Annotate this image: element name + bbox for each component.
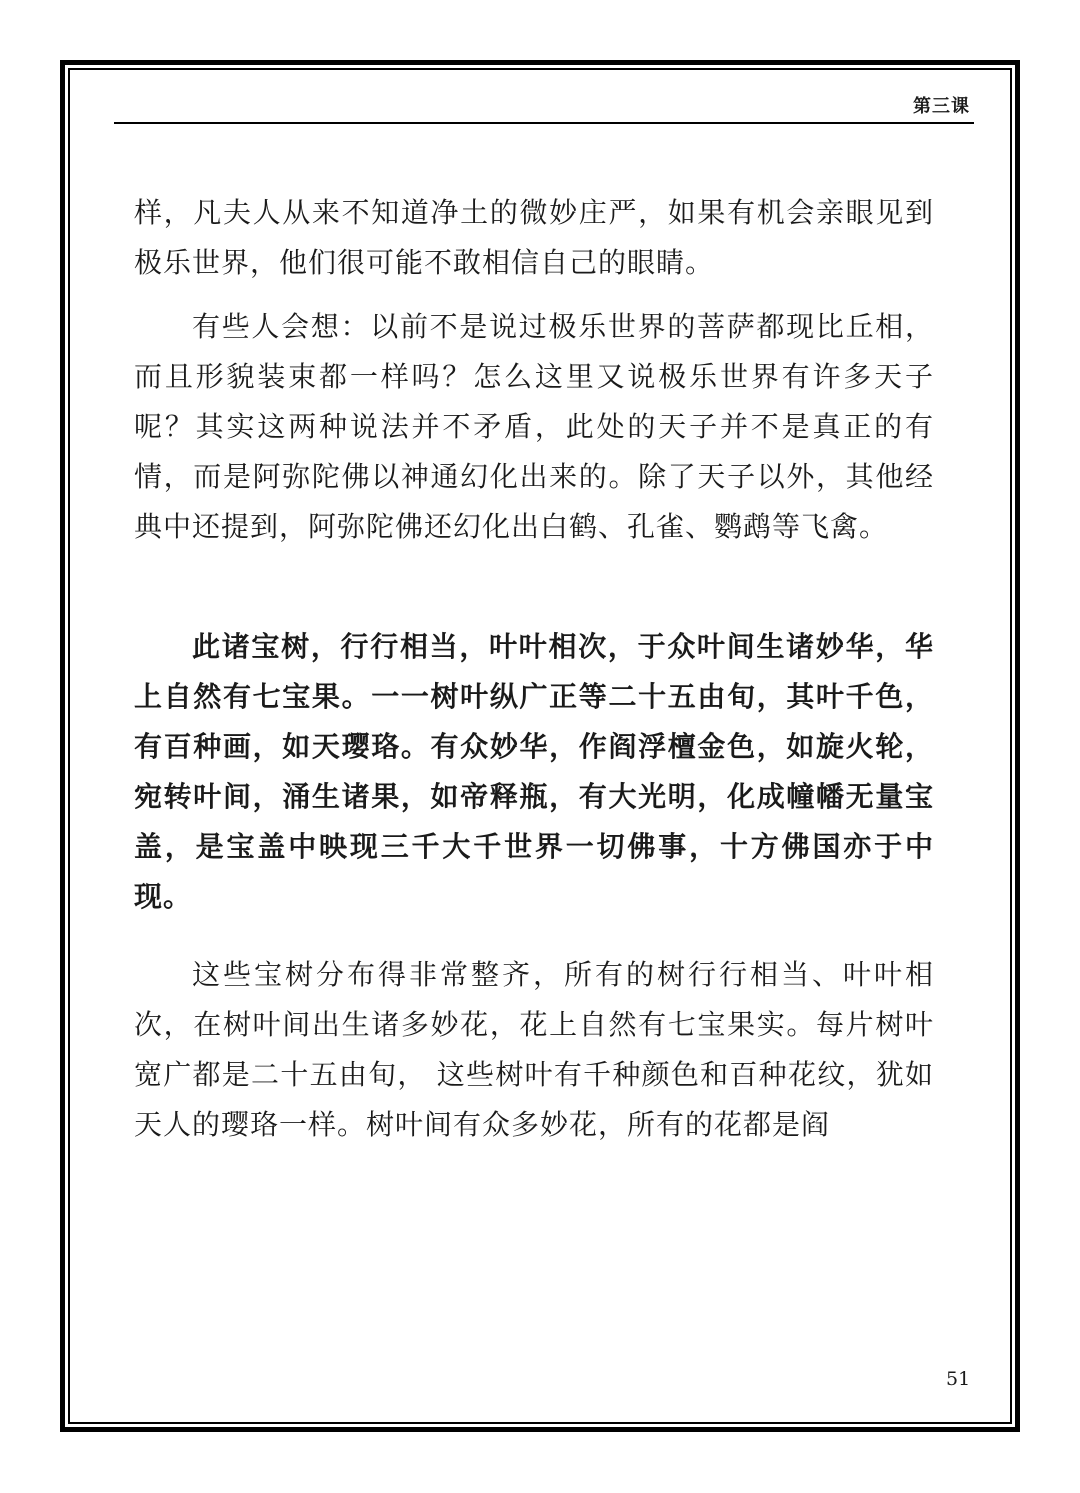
sutra-quote: 此诸宝树，行行相当，叶叶相次，于众叶间生诸妙华，华上自然有七宝果。一一树叶纵广正等二十五由旬，其叶千色，有百种画，如天璎珞。有众妙华，作阎浮檀金色，如旋火轮，宛转叶间，涌生诸果，如帝释瓶，有大光明，化成幢幡无量宝盖，是宝盖中映现三千大千世界一切佛事，十方佛国亦于中现。 xyxy=(134,630,934,913)
chapter-title: 第三课 xyxy=(913,96,970,117)
page-body xyxy=(134,188,934,1150)
paragraph-explanation: 这些宝树分布得非常整齐，所有的树行行相当、叶叶相次，在树叶间出生诸多妙花，花上自然有七宝果实。每片树叶宽广都是二十五由旬， 这些树叶有千种颜色和百种花纹，犹如天人的璎珞一样。树叶间有众多妙花，所有的花都是阎 xyxy=(134,958,934,1141)
paragraph-continued: 样，凡夫人从来不知道净土的微妙庄严，如果有机会亲眼见到极乐世界，他们很可能不敢相信自己的眼睛。 xyxy=(134,196,934,279)
paragraph-commentary: 有些人会想：以前不是说过极乐世界的菩萨都现比丘相，而且形貌装束都一样吗？怎么这里又说极乐世界有许多天子呢？其实这两种说法并不矛盾，此处的天子并不是真正的有情，而是阿弥陀佛以神通幻化出来的。除了天子以外，其他经典中还提到，阿弥陀佛还幻化出白鹤、孔雀、鹦鹉等飞禽。 xyxy=(134,310,934,543)
page-number: 51 xyxy=(946,1368,971,1390)
running-header xyxy=(114,88,974,124)
